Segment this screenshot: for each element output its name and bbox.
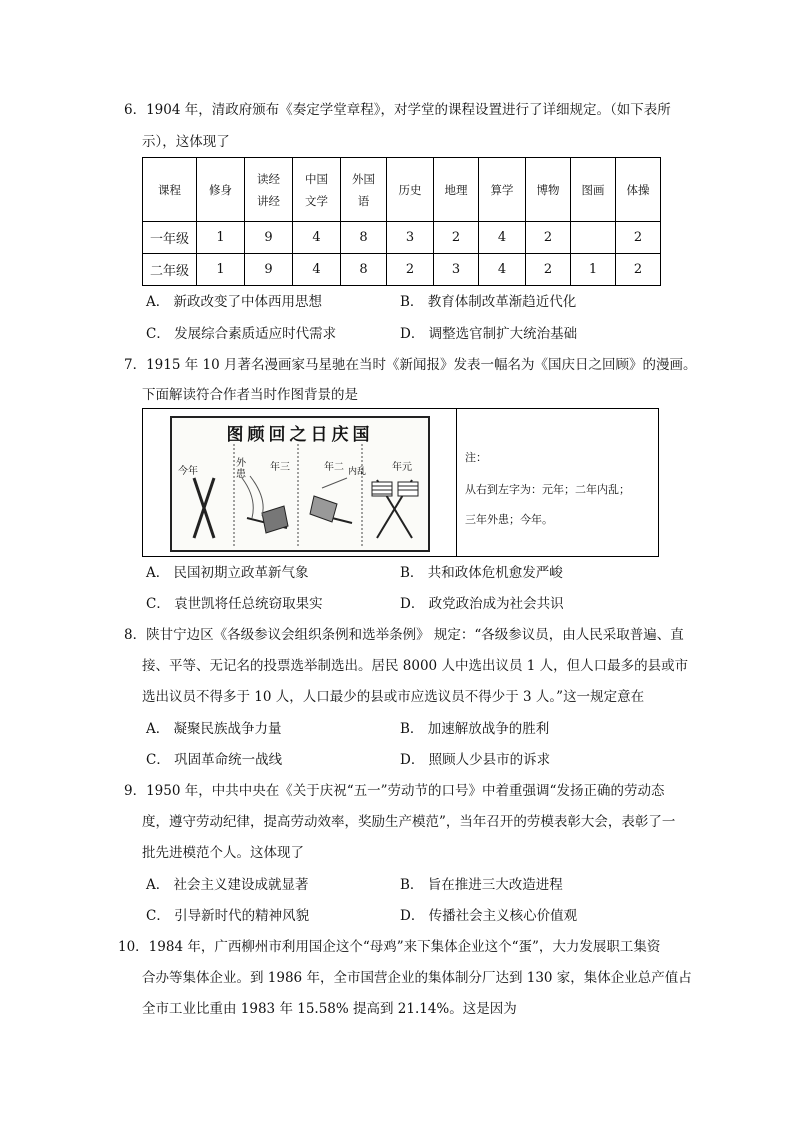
header-cell: 图画	[571, 158, 616, 222]
cartoon-label: 内乱	[348, 467, 367, 477]
q8-option-c[interactable]: C． 巩固革命统一战线	[146, 752, 283, 768]
table-cell: 4	[293, 222, 341, 254]
q7-option-a[interactable]: A． 民国初期立政革新气象	[146, 565, 309, 581]
header-cell: 博物	[526, 158, 571, 222]
cartoon-label: 今年	[178, 466, 198, 477]
q10-stem-line2: 合办等集体企业。到 1986 年，全市国营企业的集体制分厂达到 130 家，集体企业总产值占	[142, 970, 692, 986]
header-cell: 历史	[387, 158, 434, 222]
table-cell: 4	[479, 222, 526, 254]
q6-stem-line2: 示），这体现了	[142, 134, 230, 150]
table-cell: 二年级	[143, 254, 197, 286]
cartoon-divider	[456, 409, 457, 556]
q8-stem-line2: 接、平等、无记名的投票选举制选出。居民 8000 人中选出议员 1 人，但人口最多的县或市	[142, 658, 689, 674]
table-cell: 8	[341, 254, 387, 286]
header-cell: 体操	[616, 158, 661, 222]
q9-option-d[interactable]: D． 传播社会主义核心价值观	[400, 908, 578, 924]
table-header-row	[143, 158, 661, 222]
header-cell: 修身	[197, 158, 245, 222]
q9-stem-line3: 批先进模范个人。这体现了	[142, 845, 304, 861]
q6-option-c[interactable]: C． 发展综合素质适应时代需求	[146, 326, 337, 342]
q6-option-d[interactable]: D． 调整选官制扩大统治基础	[400, 326, 578, 342]
table-cell: 1	[197, 254, 245, 286]
q8-option-d[interactable]: D． 照顾人少县市的诉求	[400, 752, 551, 768]
table-cell: 2	[526, 254, 571, 286]
header-cell: 中国 文学	[293, 158, 341, 222]
q7-stem-line1: 7．1915 年 10 月著名漫画家马星驰在当时《新闻报》发表一幅名为《国庆日之回顾》的漫画。	[124, 357, 697, 373]
q8-option-b[interactable]: B． 加速解放战争的胜利	[400, 721, 550, 737]
table-cell	[571, 222, 616, 254]
header-cell: 外国 语	[341, 158, 387, 222]
q8-option-a[interactable]: A． 凝聚民族战争力量	[146, 721, 282, 737]
cartoon-label: 外患	[236, 458, 246, 480]
q8-stem-line1: 8．陕甘宁边区《各级参议会组织条例和选举条例》 规定：“各级参议员，由人民采取普遍、直	[124, 627, 684, 643]
q7-option-c[interactable]: C． 袁世凯将任总统窃取果实	[146, 596, 323, 612]
q8-stem-line3: 选出议员不得多于 10 人，人口最少的县或市应选议员不得少于 3 人。”这一规定意在	[142, 689, 645, 705]
table-cell: 1	[197, 222, 245, 254]
table-cell: 8	[341, 222, 387, 254]
q9-stem-line2: 度，遵守劳动纪律，提高劳动效率，奖励生产模范”，当年召开的劳模表彰大会，表彰了一	[142, 814, 676, 830]
table-cell: 2	[526, 222, 571, 254]
table-cell: 2	[616, 222, 661, 254]
q7-option-d[interactable]: D． 政党政治成为社会共识	[400, 596, 564, 612]
cartoon-label: 年二	[324, 462, 344, 473]
table-cell: 4	[293, 254, 341, 286]
table-cell: 9	[245, 254, 293, 286]
table-cell: 2	[387, 254, 434, 286]
header-cell: 地理	[434, 158, 479, 222]
cartoon-note-label: 注：	[465, 451, 487, 464]
q9-option-b[interactable]: B． 旨在推进三大改造进程	[400, 877, 563, 893]
q6-option-a[interactable]: A． 新政改变了中体西用思想	[146, 294, 323, 310]
header-cell: 算学	[479, 158, 526, 222]
header-cell: 课程	[143, 158, 197, 222]
cartoon-note-line: 三年外患；今年。	[465, 513, 553, 526]
q7-stem-line2: 下面解读符合作者当时作图背景的是	[142, 387, 358, 403]
q6-option-b[interactable]: B． 教育体制改革渐趋近代化	[400, 294, 577, 310]
course-table	[142, 157, 661, 286]
table-cell: 2	[616, 254, 661, 286]
q10-stem-line1: 10．1984 年，广西柳州市利用国企这个“母鸡”来下集体企业这个“蛋”，大力发展职工集资	[118, 939, 661, 955]
table-row	[143, 222, 661, 254]
cartoon-drawing	[172, 418, 428, 550]
q9-option-c[interactable]: C． 引导新时代的精神风貌	[146, 908, 310, 924]
cartoon-label: 年三	[270, 462, 290, 473]
header-cell: 读经 讲经	[245, 158, 293, 222]
cartoon-title: 图顾回之日庆国	[226, 425, 374, 445]
table-cell: 2	[434, 222, 479, 254]
q6-stem-line1: 6．1904 年，清政府颁布《奏定学堂章程》，对学堂的课程设置进行了详细规定。（如下表所	[124, 102, 671, 118]
q10-stem-line3: 全市工业比重由 1983 年 15.58% 提高到 21.14%。这是因为	[142, 1001, 517, 1017]
cartoon-image	[170, 416, 430, 552]
cartoon-note-line: 从右到左字为：元年；二年内乱；	[465, 483, 630, 496]
table-cell: 3	[434, 254, 479, 286]
cartoon-figure-box	[142, 408, 659, 557]
table-cell: 一年级	[143, 222, 197, 254]
table-cell: 3	[387, 222, 434, 254]
q9-option-a[interactable]: A． 社会主义建设成就显著	[146, 877, 309, 893]
q9-stem-line1: 9．1950 年，中共中央在《关于庆祝“五一”劳动节的口号》中着重强调“发扬正确的劳动态	[124, 783, 665, 799]
cartoon-label: 年元	[392, 462, 412, 473]
q7-option-b[interactable]: B． 共和政体危机愈发严峻	[400, 565, 563, 581]
table-row	[143, 254, 661, 286]
table-cell: 1	[571, 254, 616, 286]
table-cell: 9	[245, 222, 293, 254]
table-cell: 4	[479, 254, 526, 286]
